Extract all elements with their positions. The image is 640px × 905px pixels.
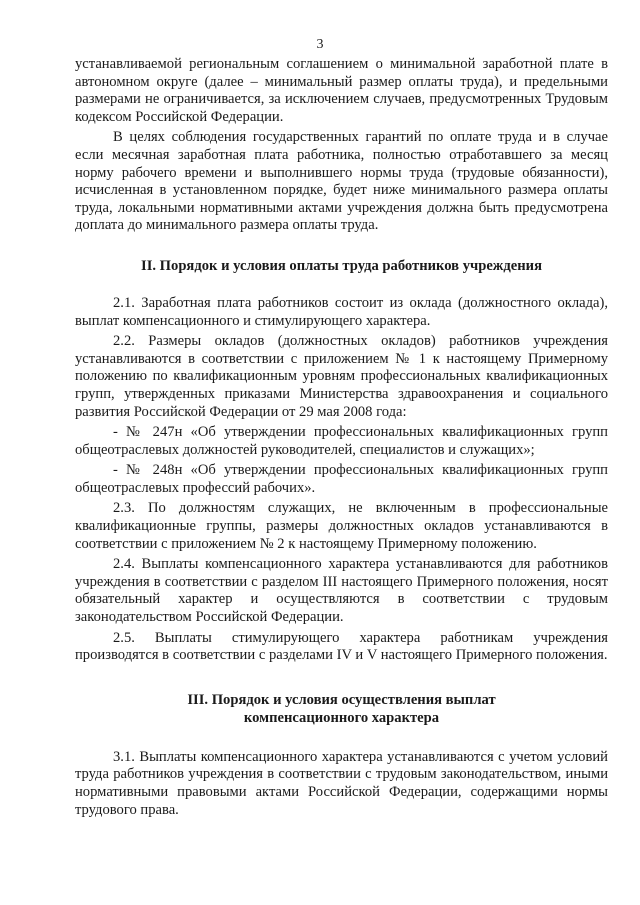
- paragraph-2-5: 2.5. Выплаты стимулирующего характера работникам учреждения производятся в соответствии с разделами IV и V настоящего Примерного положения.: [75, 629, 608, 664]
- paragraph-2-3: 2.3. По должностям служащих, не включенным в профессиональные квалификационные группы, размеры должностных окладов устанавливаются в соответствии с приложением № 2 к настоящему Примерному положению.: [75, 500, 608, 552]
- page-number: 3: [316, 37, 324, 52]
- section-3-title-line1: III. Порядок и условия осуществления выплат: [187, 691, 496, 708]
- paragraph-state-guarantees: В целях соблюдения государственных гарантий по оплате труда и в случае если месячная заработная плата работника, полностью отработавшего за месяц норму рабочего времени и выполнившего нормы труда (трудовые обязанности), исчисленная в установленном порядке, будет ниже минимального размера оплаты труда, локальными нормативными актами учреждения должна быть предусмотрена доплата до минимального размера оплаты труда.: [75, 129, 608, 234]
- paragraph-3-1: 3.1. Выплаты компенсационного характера устанавливаются с учетом условий труда работников учреждения в соответствии с трудовым законодательством, иными нормативными правовыми актами Российской Федерации, содержащими нормы трудового права.: [75, 748, 608, 818]
- document-body: [75, 56, 608, 819]
- list-item-order-247n: - № 247н «Об утверждении профессиональных квалификационных групп общеотраслевых должностей руководителей, специалистов и служащих»;: [75, 424, 608, 458]
- section-3-title-line2: компенсационного характера: [243, 709, 440, 726]
- section-3-heading: [75, 691, 608, 727]
- paragraph-2-1: 2.1. Заработная плата работников состоит из оклада (должностного оклада), выплат компенсационного и стимулирующего характера.: [75, 294, 608, 329]
- paragraph-2-2: 2.2. Размеры окладов (должностных окладов) работников учреждения устанавливаются в соответствии с приложением № 1 к настоящему Примерному положению по квалификационным уровням профессиональных квалификационных групп, утвержденных приказами Министерства здравоохранения и социального развития Российской Федерации от 29 мая 2008 года:: [75, 333, 608, 420]
- list-item-order-248n: - № 248н «Об утверждении профессиональных квалификационных групп общеотраслевых профессий рабочих».: [75, 462, 608, 496]
- section-2-title: II. Порядок и условия оплаты труда работников учреждения: [141, 257, 542, 274]
- paragraph-2-4: 2.4. Выплаты компенсационного характера устанавливаются для работников учреждения в соответствии с разделом III настоящего Примерного положения, носят обязательный характер и осуществляются в соответствии с трудовым законодательством Российской Федерации.: [75, 556, 608, 626]
- paragraph-continuation: устанавливаемой региональным соглашением о минимальной заработной плате в автономном округе (далее – минимальный размер оплаты труда), и предельными размерами не ограничивается, за исключением случаев, предусмотренных Трудовым кодексом Российской Федерации.: [75, 56, 608, 125]
